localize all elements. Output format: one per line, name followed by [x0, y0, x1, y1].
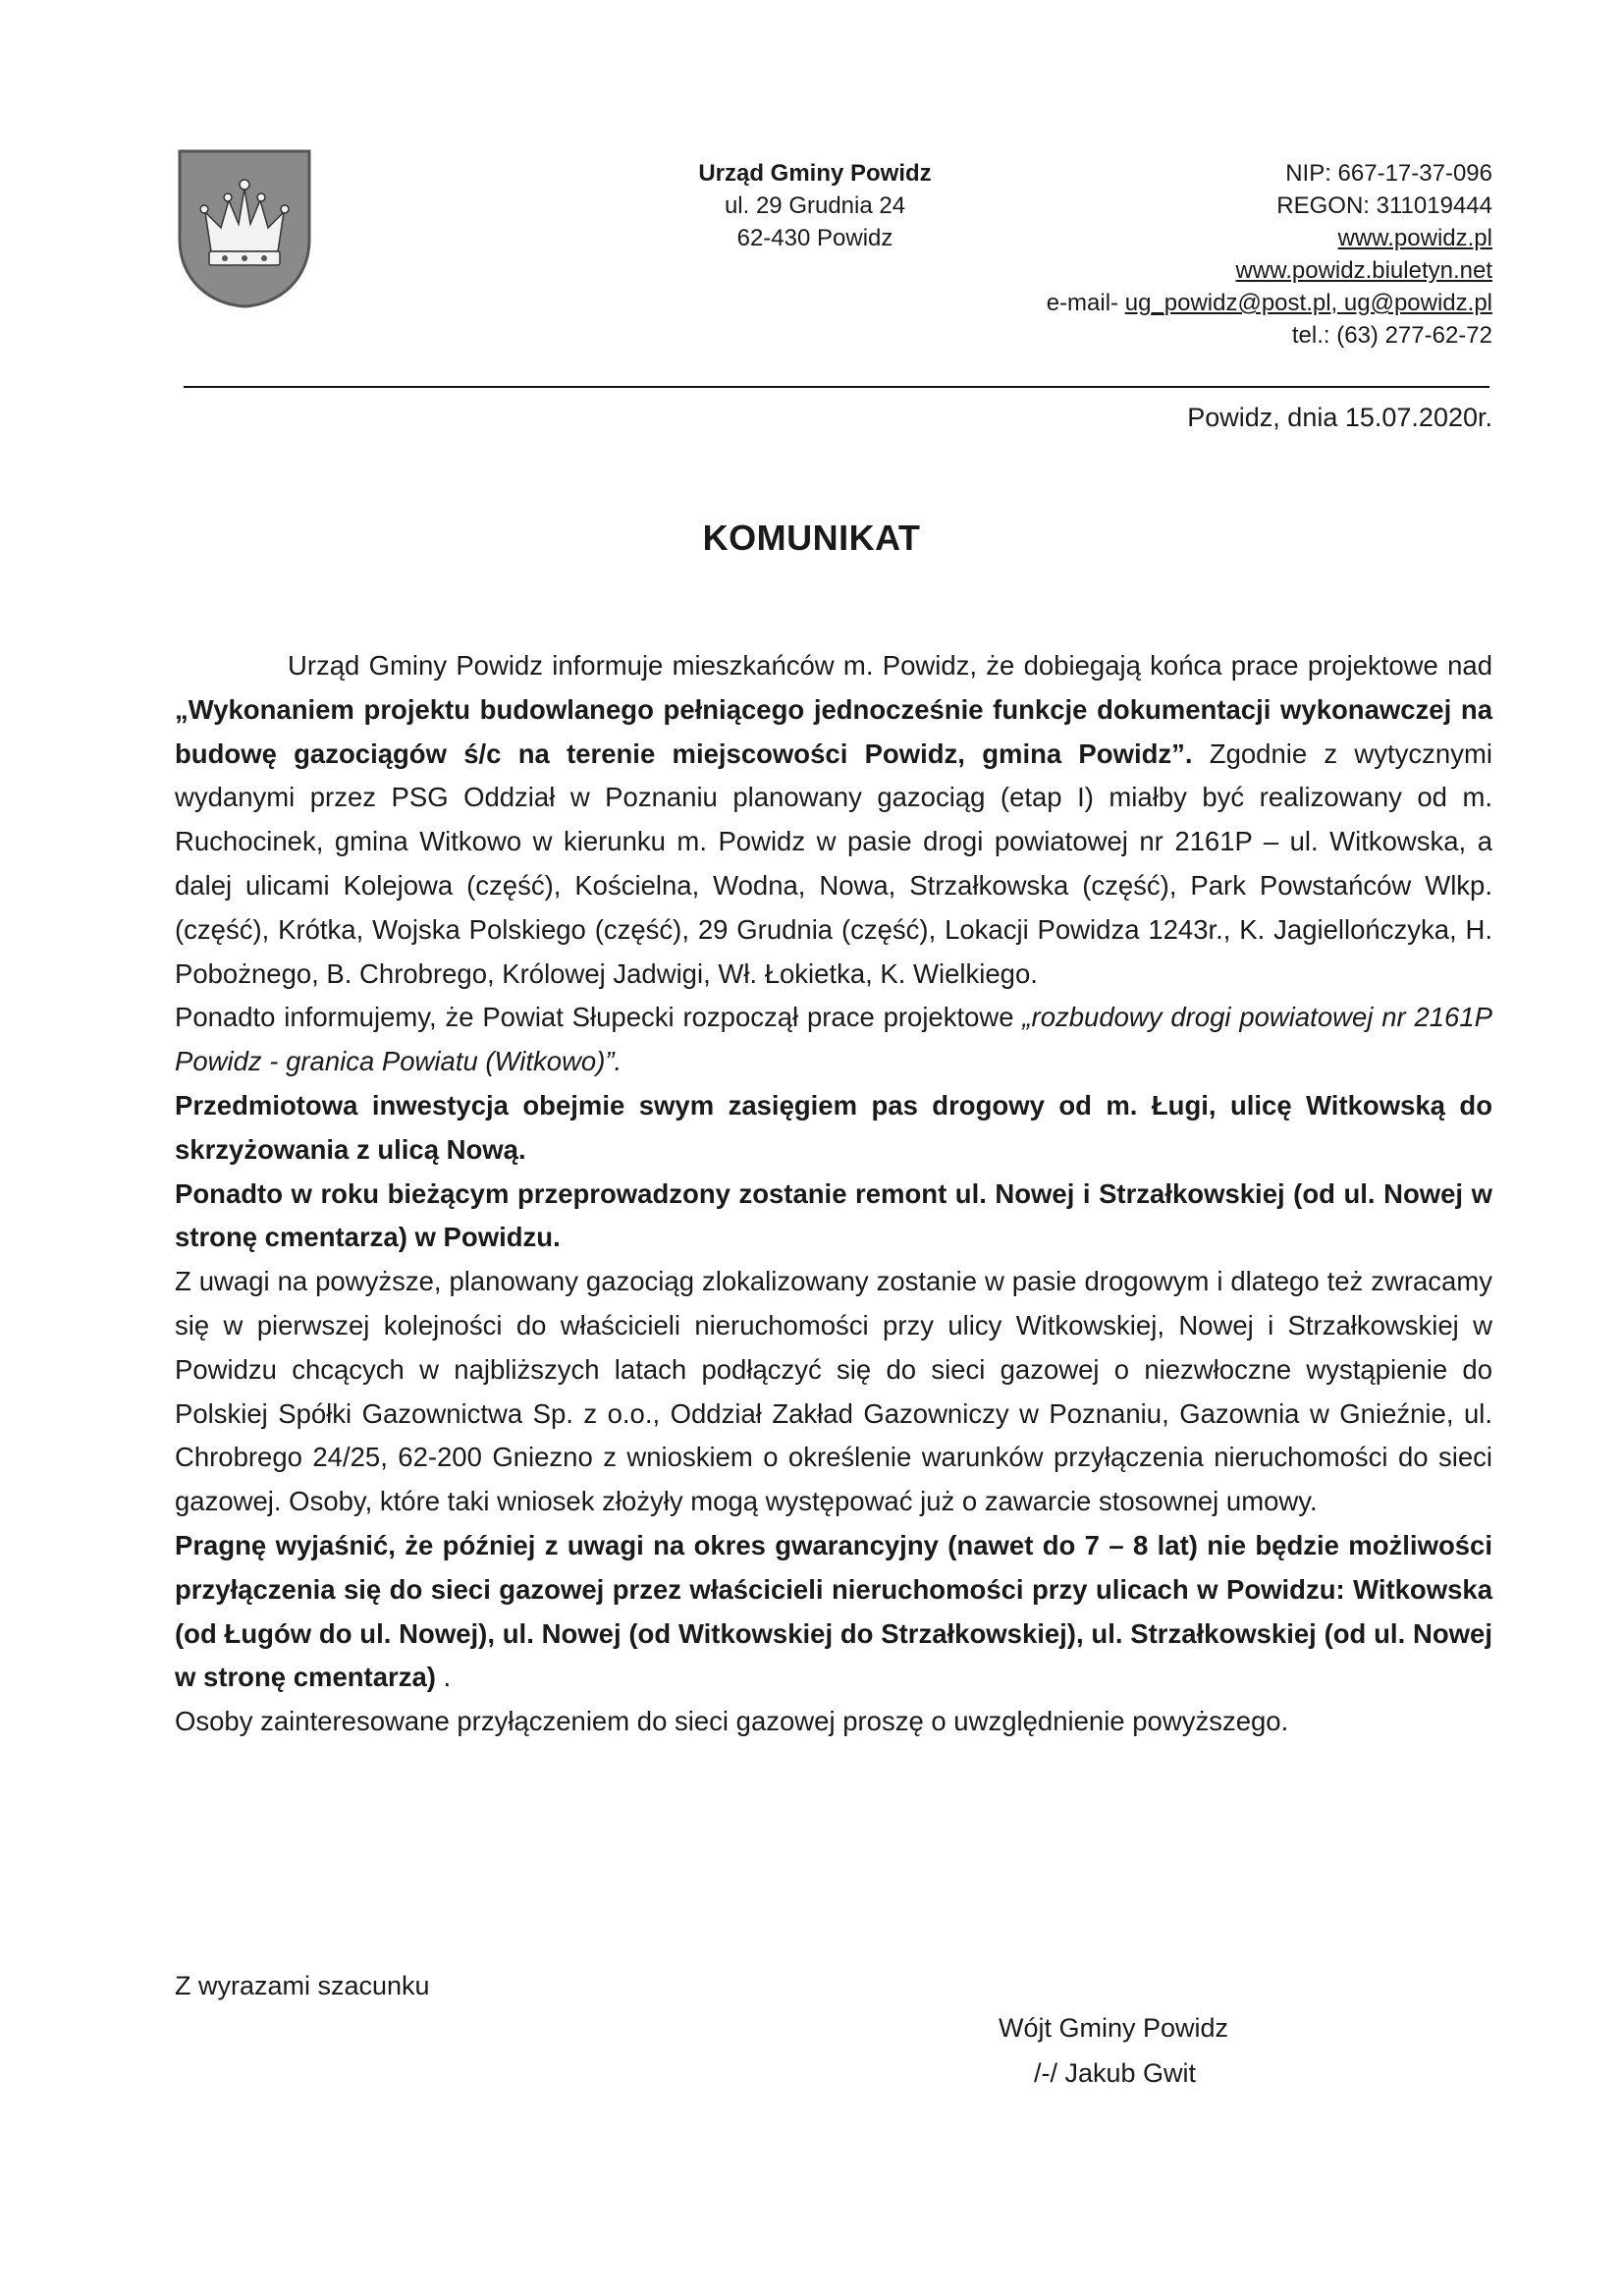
paragraph-4: Ponadto w roku bieżącym przeprowadzony zostanie remont ul. Nowej i Strzałkowskiej (od ul. Nowej w stronę cmentarza) w Powidzu.: [175, 1177, 1492, 1253]
paragraph-6: Pragnę wyjaśnić, że później z uwagi na okres gwarancyjny (nawet do 7 – 8 lat) nie będzie możliwości przyłączenia się do sieci gazowej przez właścicieli nieruchomości przy ulicach w Powidzu: Witkowska (od Ługów do ul. Nowej), ul. Nowej (od Witkowskiej do Strzałkowskiej), ul. Strzałkowskiej (od ul. Nowej w stronę cmentarza) .: [175, 1529, 1492, 1693]
paragraph-2: Ponadto informujemy, że Powiat Słupecki rozpoczął prace projektowe „rozbudowy drogi powiatowej nr 2161P Powidz - granica Powiatu (Witkowo)”.: [175, 1002, 1492, 1077]
office-street: ul. 29 Grudnia 24: [724, 192, 906, 219]
signature-role: Wójt Gminy Powidz: [999, 2013, 1229, 2043]
closing-greeting: Z wyrazami szacunku: [175, 1971, 430, 2000]
paragraph-1: Urząd Gminy Powidz informuje mieszkańców m. Powidz, że dobiegają końca prace projektowe nad „Wykonaniem projektu budowlanego pełniącego jednocześnie funkcje dokumentacji wykonawczej na budowę gazociągów ś/c na terenie miejscowości Powidz, gmina Powidz”. Zgodnie z wytycznymi wydanymi przez PSG Oddział w Poznaniu planowany gazociąg (etap I) miałby być realizowany od m. Ruchocinek, gmina Witkowo w kierunku m. Powidz w pasie drogi powiatowej nr 2161P – ul. Witkowska, a dalej ulicami Kolejowa (część), Kościelna, Wodna, Nowa, Strzałkowska (część), Park Powstańców Wlkp. (część), Krótka, Wojska Polskiego (część), 29 Grudnia (część), Lokacji Powidza 1243r., K. Jagiellończyka, H. Pobożnego, B. Chrobrego, Królowej Jadwigi, Wł. Łokietka, K. Wielkiego.: [175, 650, 1492, 989]
regon-number: REGON: 311019444: [1276, 192, 1492, 219]
crown-crest-icon: [178, 149, 311, 308]
paragraph-5: Z uwagi na powyższe, planowany gazociąg zlokalizowany zostanie w pasie drogowym i dlatego też zwracamy się w pierwszej kolejności do właścicieli nieruchomości przy ulicy Witkowskiej, Nowej i Strzałkowskiej w Powidzu chcących w najbliższych latach podłączyć się do sieci gazowej o niezwłoczne wystąpienie do Polskiej Spółki Gazownictwa Sp. z o.o., Oddział Zakład Gazowniczy w Poznaniu, Gazownia w Gnieźnie, ul. Chrobrego 24/25, 62-200 Gniezno z wnioskiem o określenie warunków przyłączenia nieruchomości do sieci gazowej. Osoby, które taki wniosek złożyły mogą występować już o zawarcie stosownej umowy.: [175, 1266, 1492, 1517]
header-divider: [184, 386, 1489, 388]
office-name: Urząd Gminy Powidz: [698, 160, 932, 187]
letter-body: [175, 644, 1492, 1744]
office-address: [668, 157, 962, 254]
letter-date: Powidz, dnia 15.07.2020r.: [1187, 403, 1492, 432]
office-city: 62-430 Powidz: [736, 225, 893, 251]
website-link[interactable]: www.powidz.pl: [1337, 225, 1492, 251]
email-links[interactable]: ug_powidz@post.pl, ug@powidz.pl: [1124, 290, 1492, 316]
nip-number: NIP: 667-17-37-096: [1285, 160, 1492, 187]
page-title: KOMUNIKAT: [702, 518, 921, 558]
phone-number: tel.: (63) 277-62-72: [1291, 322, 1492, 349]
signature-name: /-/ Jakub Gwit: [1034, 2058, 1197, 2088]
paragraph-3: Przedmiotowa inwestycja obejmie swym zasięgiem pas drogowy od m. Ługi, ulicę Witkowską do skrzyżowania z ulicą Nową.: [175, 1089, 1492, 1165]
bip-link[interactable]: www.powidz.biuletyn.net: [1235, 257, 1492, 284]
contact-block: [943, 157, 1492, 352]
project-name: „Wykonaniem projektu budowlanego pełniącego jednocześnie funkcje dokumentacji wykonawczej na budowę gazociągów ś/c na terenie miejscowości Powidz, gmina Powidz”.: [175, 693, 1492, 769]
paragraph-7: Osoby zainteresowane przyłączeniem do sieci gazowej proszę o uwzględnienie powyższego.: [175, 1706, 1289, 1737]
signature-block: [999, 2005, 1293, 2096]
email-line: [943, 287, 1492, 319]
road-project-name: „rozbudowy drogi powiatowej nr 2161P Powidz - granica Powiatu (Witkowo)”.: [175, 1002, 1492, 1077]
email-label: e-mail-: [1046, 290, 1125, 316]
